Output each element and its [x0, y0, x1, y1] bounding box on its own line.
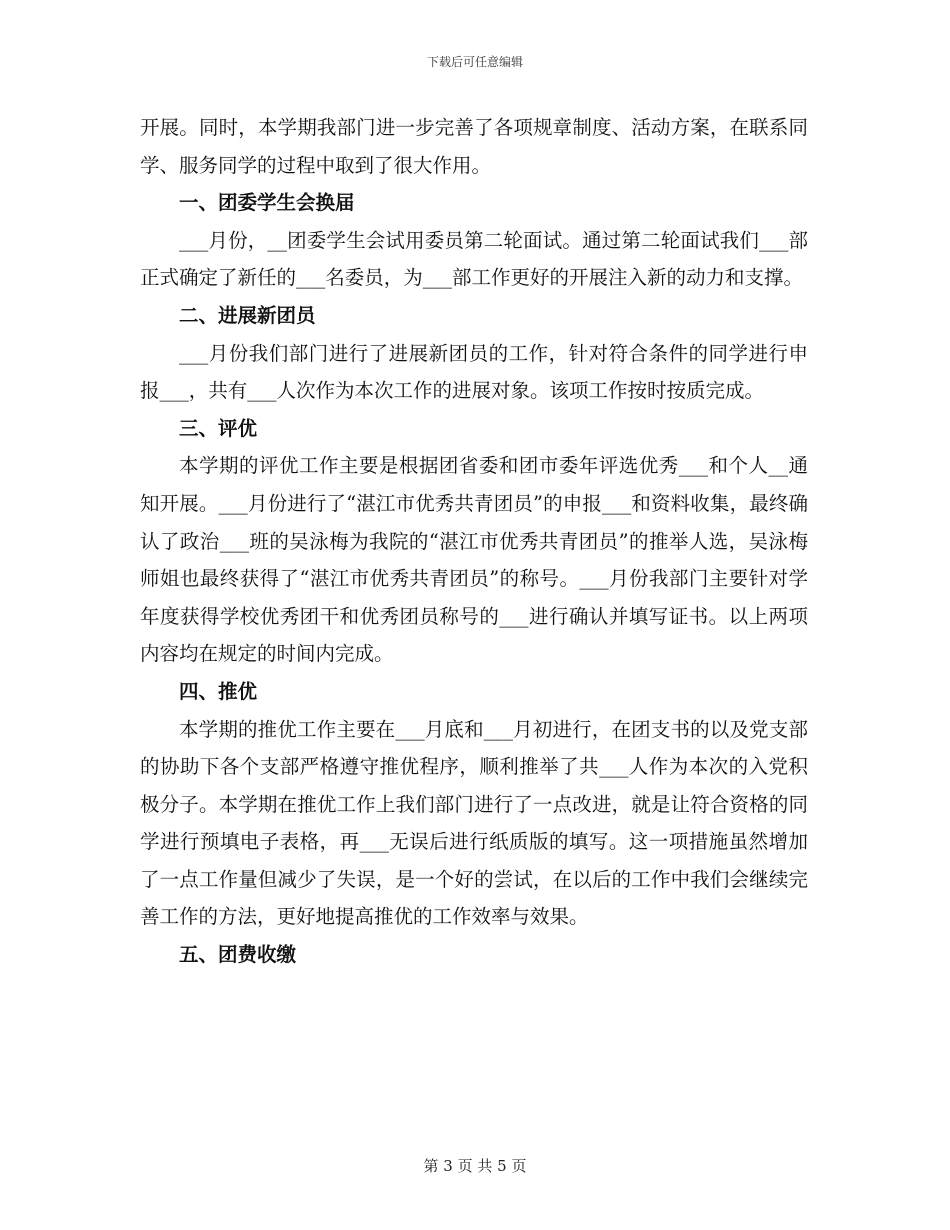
page-number: 第 3 页 共 5 页 [423, 1157, 527, 1175]
section-paragraph-3: 本学期的评优工作主要是根据团省委和团市委年评选优秀___和个人__通知开展。___月份进行了“湛江市优秀共青团员”的申报___和资料收集，最终确认了政治___班的吴泳梅为我院的“湛江市优秀共青团员”的推举人选，吴泳梅师姐也最终获得了“湛江市优秀共青团员”的称号。___月份我部门主要针对学年度获得学校优秀团干和优秀团员称号的___进行确认并填写证书。以上两项内容均在规定的时间内完成。 [140, 454, 808, 666]
section-heading-5: 五、团费收缴 [179, 943, 297, 967]
section-heading-4: 四、推优 [179, 679, 258, 703]
section-paragraph-2: ___月份我们部门进行了进展新团员的工作，针对符合条件的同学进行申报___，共有___人次作为本次工作的进展对象。该项工作按时按质完成。 [140, 341, 808, 403]
intro-paragraph: 开展。同时，本学期我部门进一步完善了各项规章制度、活动方案，在联系同学、服务同学的过程中取到了很大作用。 [140, 116, 808, 177]
section-heading-1: 一、团委学生会换届 [179, 191, 355, 215]
section-paragraph-1: ___月份，__团委学生会试用委员第二轮面试。通过第二轮面试我们___部正式确定了新任的___名委员，为___部工作更好的开展注入新的动力和支撑。 [140, 228, 808, 290]
page-header-note: 下载后可任意编辑 [426, 55, 523, 69]
section-heading-3: 三、评优 [179, 416, 258, 440]
document-body [140, 109, 808, 974]
section-heading-2: 二、进展新团员 [179, 303, 316, 327]
section-paragraph-4: 本学期的推优工作主要在___月底和___月初进行，在团支书的以及党支部的协助下各个支部严格遵守推优程序，顺利推举了共___人作为本次的入党积极分子。本学期在推优工作上我们部门进行了一点改进，就是让符合资格的同学进行预填电子表格，再___无误后进行纸质版的填写。这一项措施虽然增加了一点工作量但减少了失误，是一个好的尝试，在以后的工作中我们会继续完善工作的方法，更好地提高推优的工作效率与效果。 [140, 717, 808, 929]
